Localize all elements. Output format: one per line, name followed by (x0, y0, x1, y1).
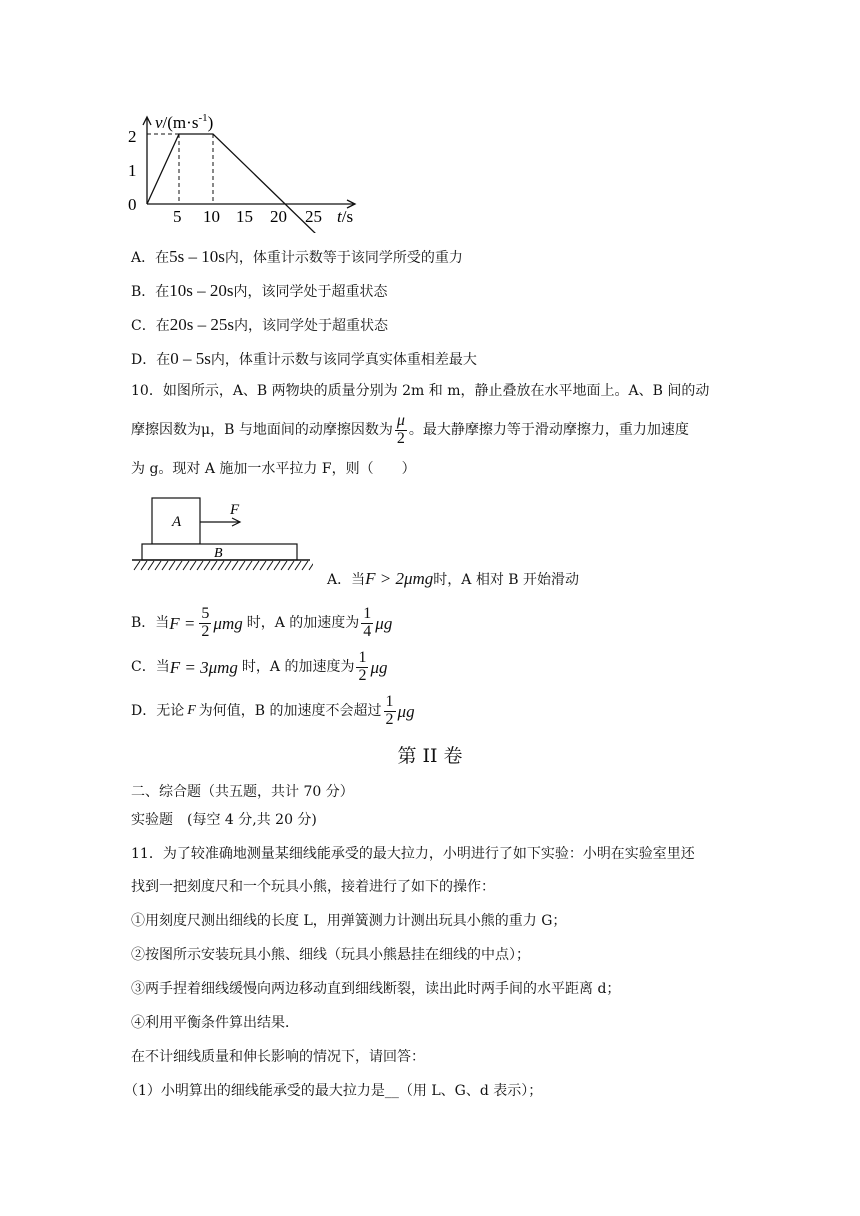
q10-line-2: 摩擦因数为μ，B 与地面间的动摩擦因数为 $\frac{\mu}{2}$ 。最大静摩擦力等于滑动摩擦力，重力加速度 (131, 411, 689, 447)
experiment-heading: 实验题 (每空 4 分,共 20 分) (131, 812, 317, 828)
q10-option-d: D．无论 F 为何值，B 的加速度不会超过 $\frac{1}{2}$ μg (131, 692, 415, 728)
part2-heading: 二、综合题（共五题，共计 70 分） (131, 784, 354, 800)
block-a-label: A (172, 514, 182, 530)
q9-option-a: A．在5s – 10s内，体重计示数等于该同学所受的重力 (131, 247, 463, 266)
ground-hatching (134, 561, 313, 570)
svg-text:v/(m·s-1): $v/(m\cdot s^{-1})$ (155, 112, 214, 132)
y-tick-2: 2 (128, 127, 137, 146)
q9-option-d: D．在0 – 5s内，体重计示数与该同学真实体重相差最大 (131, 349, 477, 368)
q10-option-b: B．当 F = $\frac{5}{2}$ μmg 时，A 的加速度为 $\frac{1}{4}$ μg (131, 604, 393, 640)
section-title: 第 II 卷 (397, 745, 463, 767)
q11-step-4: ④利用平衡条件算出结果． (131, 1015, 299, 1031)
x-tick-15: 15 (236, 207, 253, 226)
q9-option-c: C．在20s – 25s内，该同学处于超重状态 (131, 315, 388, 334)
y-tick-0: 0 (128, 195, 137, 214)
q11-prompt: 在不计细线质量和伸长影响的情况下，请回答： (131, 1049, 425, 1065)
q9-option-b: B．在10s – 20s内，该同学处于超重状态 (131, 281, 388, 300)
x-tick-5: 5 (173, 207, 182, 226)
x-tick-25: 25 (305, 207, 322, 226)
q11-line-2: 找到一把刻度尺和一个玩具小熊，接着进行了如下的操作： (131, 879, 495, 895)
fraction-mu-over-2: $\frac{\mu}{2}$ (396, 411, 405, 447)
x-tick-10: 10 (203, 207, 220, 226)
force-label: F (230, 502, 240, 518)
q11-line-1: 11．为了较准确地测量某细线能承受的最大拉力，小明进行了如下实验：小明在实验室里还 (131, 846, 695, 862)
q11-step-3: ③两手捏着细线缓慢向两边移动直到细线断裂，读出此时两手间的水平距离 d； (131, 981, 621, 997)
q11-sub-question-1: （1）小明算出的细线能承受的最大拉力是__（用 L、G、d 表示）； (124, 1083, 543, 1099)
q10-option-a: A．当F > 2μmg时，A 相对 B 开始滑动 (327, 569, 580, 588)
blocks-figure (128, 494, 313, 576)
velocity-time-graph (125, 108, 370, 233)
y-axis-label-unit: /(m·s (162, 113, 199, 132)
x-tick-20: 20 (270, 207, 287, 226)
q10-option-c: C．当 F = 3μmg 时，A 的加速度为 $\frac{1}{2}$ μg (131, 648, 388, 684)
q10-line-1: 10．如图所示，A、B 两物块的质量分别为 2m 和 m，静止叠放在水平地面上。A、B 间的动 (131, 383, 710, 399)
y-tick-1: 1 (128, 161, 137, 180)
block-b-label: B (214, 546, 223, 561)
q11-step-2: ②按图所示安装玩具小熊、细线（玩具小熊悬挂在细线的中点）； (131, 947, 530, 963)
svg-text:t/s: t/s (337, 207, 354, 226)
q11-step-1: ①用刻度尺测出细线的长度 L，用弹簧测力计测出玩具小熊的重力 G； (131, 913, 567, 929)
q10-line-3: 为 g。现对 A 施加一水平拉力 F，则（ ） (131, 461, 416, 477)
